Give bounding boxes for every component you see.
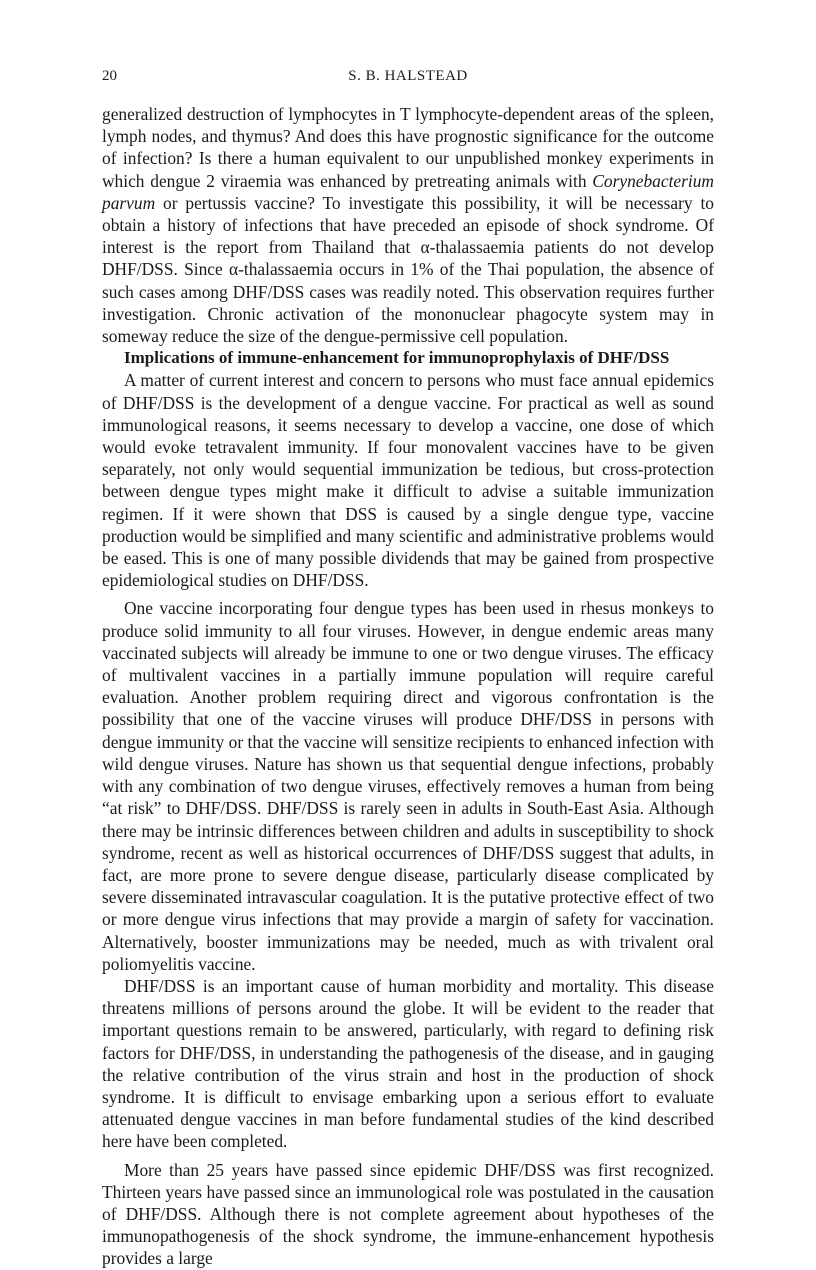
paragraph: More than 25 years have passed since epidemic DHF/DSS was first recognized. Thirteen years have passed since an immunological role was postulated in the causation of DHF/DSS. Although there is not complete agreement about hypotheses of the immunopathogenesis of the shock syndrome, the immune-enhancement hypothesis provides a large — [102, 1159, 714, 1269]
running-head — [102, 68, 714, 88]
paragraph: A matter of current interest and concern to persons who must face annual epidemics of DHF/DSS is the development of a dengue vaccine. For practical as well as sound immunological reasons, it seems necessary to develop a vaccine, one dose of which would evoke tetravalent immunity. If four monovalent vaccines have to be given separately, not only would sequential immunization be tedious, but cross-protection between dengue types might make it difficult to advise a suitable immunization regimen. If it were shown that DSS is caused by a single dengue type, vaccine production would be simplified and many scientific and administrative problems would be eased. This is one of many possible dividends that may be gained from prospective epidemiological studies on DHF/DSS. — [102, 370, 714, 591]
paragraph-text: generalized destruction of lymphocytes in T lymphocyte-dependent areas of the spleen, lymph nodes, and thymus? And does this have prognostic significance for the outcome of infection? Is there a human equivalent to our unpublished monkey experiments in which dengue 2 viraemia was enhanced by pretreating animals with — [102, 104, 714, 191]
page-number: 20 — [102, 68, 117, 84]
paragraph-text: or pertussis vaccine? To investigate this possibility, it will be necessary to obtain a history of infections that have preceded an episode of shock syndrome. Of interest is the report from Thailand that α-thalassaemia patients do not develop DHF/DSS. Since α-thalassaemia occurs in 1% of the Thai population, the absence of such cases among DHF/DSS cases was readily noted. This observation requires further investigation. Chronic activation of the mononuclear phagocyte system may in someway reduce the size of the dengue-permissive cell population. — [102, 192, 714, 347]
running-head-author: S. B. HALSTEAD — [348, 68, 468, 84]
section-heading: Implications of immune-enhancement for immunoprophylaxis of DHF/DSS — [124, 348, 670, 368]
paragraph: One vaccine incorporating four dengue types has been used in rhesus monkeys to produce solid immunity to all four viruses. However, in dengue endemic areas many vaccinated subjects will already be immune to one or two dengue viruses. The efficacy of multivalent vaccines in a partially immune population will require careful evaluation. Another problem requiring direct and vigorous confrontation is the possibility that one of the vaccine viruses will produce DHF/DSS in persons with dengue immunity or that the vaccine will sensitize recipients to enhanced infection with wild dengue viruses. Nature has shown us that sequential dengue infections, probably with any combination of two dengue viruses, effectively removes a human from being “at risk” to DHF/DSS. DHF/DSS is rarely seen in adults in South-East Asia. Although there may be intrinsic differences between children and adults in susceptibility to shock syndrome, recent as well as historical occurrences of DHF/DSS suggest that adults, in fact, are more prone to severe dengue disease, particularly disease complicated by severe disseminated intravascular coagulation. It is the putative protective effect of two or more dengue virus infections that may provide a margin of safety for vaccination. Alternatively, booster immunizations may be needed, much as with trivalent oral poliomyelitis vaccine. — [102, 598, 714, 974]
paragraph: DHF/DSS is an important cause of human morbidity and mortality. This disease threatens millions of persons around the globe. It will be evident to the reader that important questions remain to be answered, particularly, with regard to defining risk factors for DHF/DSS, in understanding the pathogenesis of the disease, and in gauging the relative contribution of the virus strain and host in the production of shock syndrome. It is difficult to envisage embarking upon a serious effort to evaluate attenuated dengue vaccines in man before fundamental studies of the kind described here have been completed. — [102, 975, 714, 1152]
paragraph-continued — [102, 103, 714, 347]
italic-species-name: Corynebacterium parvum — [102, 170, 714, 213]
body-text — [102, 103, 714, 1270]
